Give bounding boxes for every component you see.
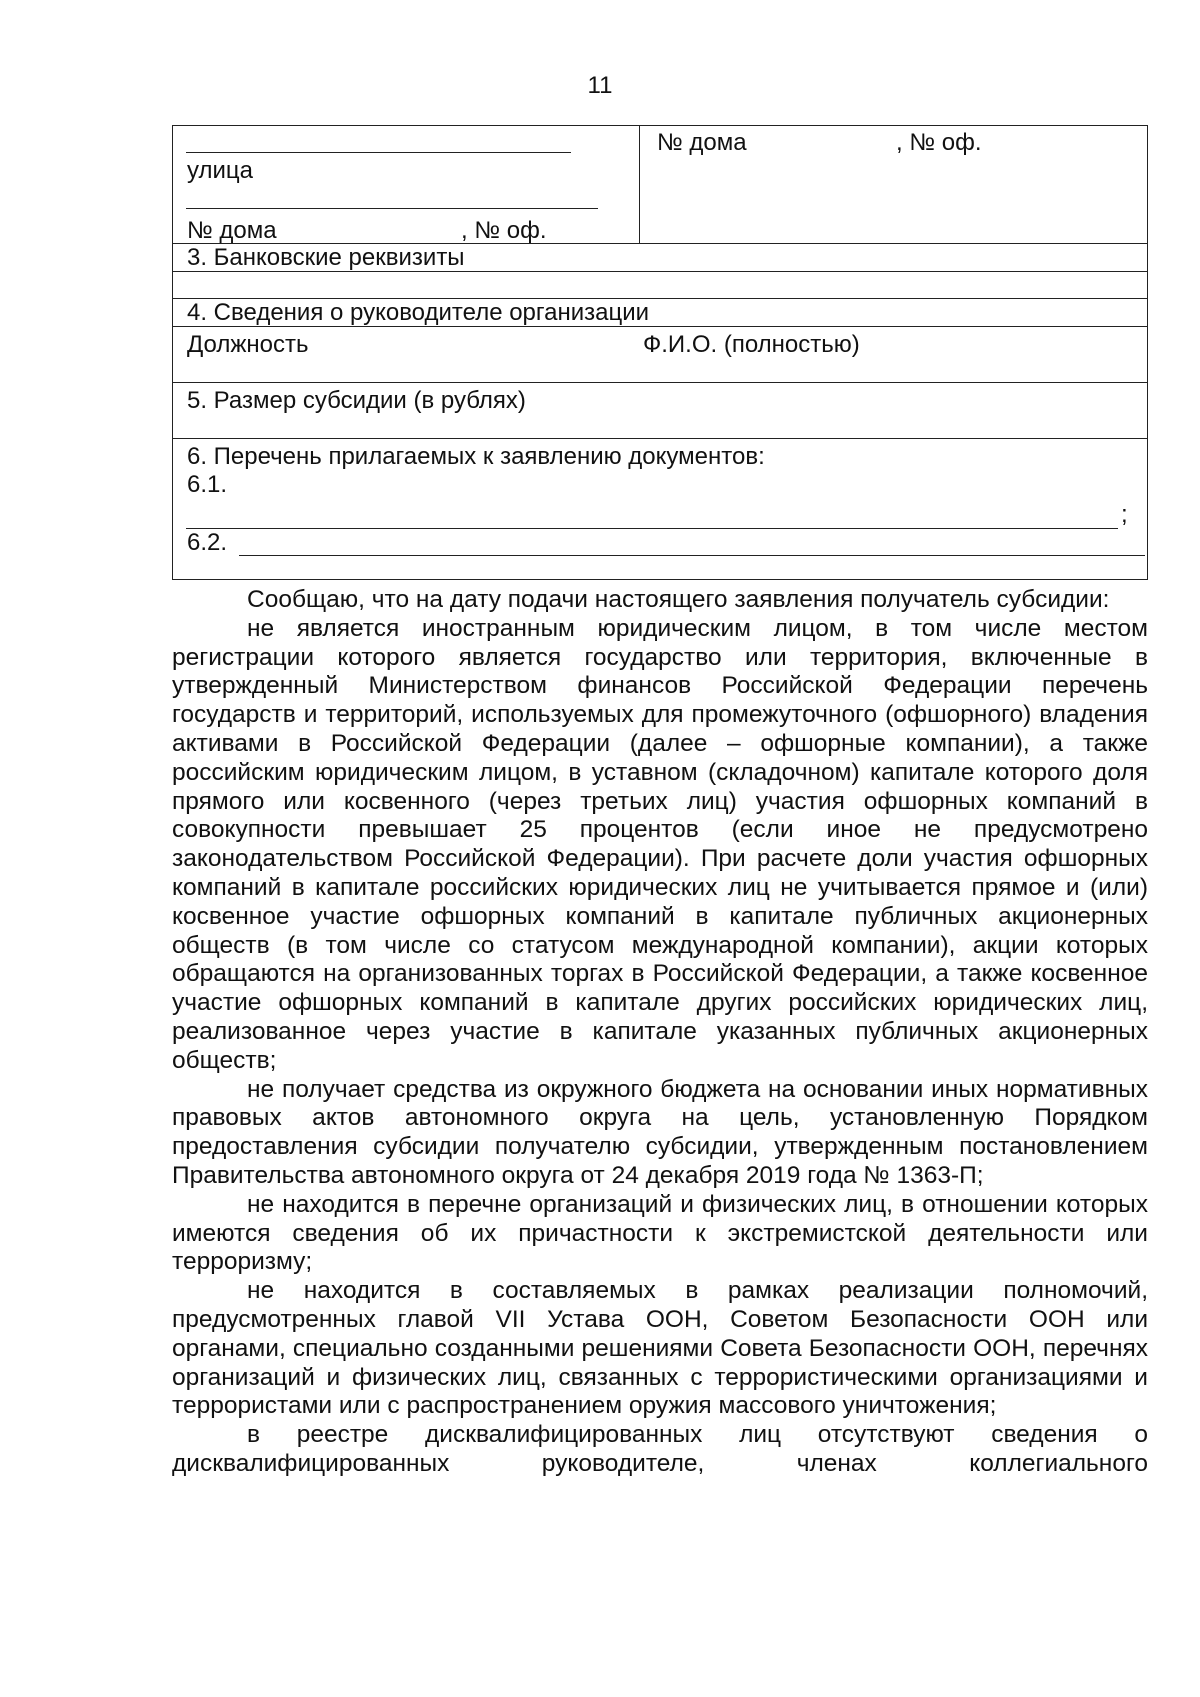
- right-office-label: , № оф.: [896, 129, 982, 156]
- paragraph-extremism: не находится в перечне организаций и физических лиц, в отношении которых имеются сведения об их причастности к экстремистской деятельности или терроризму;: [172, 1190, 1148, 1276]
- section-3-title: 3. Банковские реквизиты: [187, 244, 465, 271]
- office-label: , № оф.: [461, 217, 547, 244]
- street-label: улица: [187, 157, 253, 184]
- paragraph-offshore: не является иностранным юридическим лицом, в том числе местом регистрации которого является государство или территория, включенные в утвержденный Министерством финансов Российской Федерации перечень государств и территорий, используемых для промежуточного (офшорного) владения активами в Российской Федерации (далее – офшорные компании), а также российским юридическим лицом, в уставном (складочном) капитале которого доля прямого или косвенного (через третьих лиц) участия офшорных компаний в совокупности превышает 25 процентов (если иное не предусмотрено законодательством Российской Федерации). При расчете доли участия офшорных компаний в капитале российских юридических лиц не учитывается прямое и (или) косвенное участие офшорных компаний в капитале публичных акционерных обществ (в том числе со статусом международной компании), акции которых обращаются на организованных торгах в Российской Федерации, а также косвенное участие офшорных компаний в капитале других российских юридических лиц, реализованное через участие в капитале указанных публичных акционерных обществ;: [172, 614, 1148, 1074]
- right-house-label: № дома: [657, 129, 747, 156]
- position-label: Должность: [187, 331, 309, 358]
- row-divider: [173, 382, 1147, 383]
- row-divider: [173, 326, 1147, 327]
- row-divider: [173, 438, 1147, 439]
- house-underline: [186, 208, 598, 209]
- house-label: № дома: [187, 217, 277, 244]
- document-item-2-underline: [239, 555, 1145, 556]
- paragraph-un-lists: не находится в составляемых в рамках реализации полномочий, предусмотренных главой VII Устава ООН, Советом Безопасности ООН или органами, специально созданными решениями Совета Безопасности ООН, перечнях организаций и физических лиц, связанных с террористическими организациями и террористами или с распространением оружия массового уничтожения;: [172, 1277, 1148, 1420]
- address-column-divider: [639, 126, 640, 243]
- document-item-1-end: ;: [1121, 501, 1128, 528]
- section-6-title: 6. Перечень прилагаемых к заявлению документов:: [187, 443, 765, 470]
- paragraph-budget: не получает средства из окружного бюджета на основании иных нормативных правовых актов автономного округа на цель, установленную Порядком предоставления субсидии получателю субсидии, утвержденным постановлением Правительства автономного округа от 24 декабря 2019 года № 1363-П;: [172, 1075, 1148, 1189]
- document-item-1-underline: [186, 528, 1118, 529]
- paragraph-disqualified: в реестре дисквалифицированных лиц отсутствуют сведения о дисквалифицированных руководителе, членах коллегиального: [172, 1421, 1148, 1477]
- application-form-table: [172, 125, 1148, 580]
- fio-label: Ф.И.О. (полностью): [643, 331, 860, 358]
- section-4-title: 4. Сведения о руководителе организации: [187, 299, 650, 326]
- document-item-1-label: 6.1.: [187, 471, 228, 498]
- street-underline: [186, 152, 571, 153]
- paragraph-intro: Сообщаю, что на дату подачи настоящего заявления получатель субсидии:: [247, 586, 1110, 613]
- section-5-title: 5. Размер субсидии (в рублях): [187, 387, 526, 414]
- document-item-2-label: 6.2.: [187, 529, 228, 556]
- row-divider: [173, 271, 1147, 272]
- page-number: 11: [587, 72, 613, 99]
- declaration-text: [172, 586, 1148, 1479]
